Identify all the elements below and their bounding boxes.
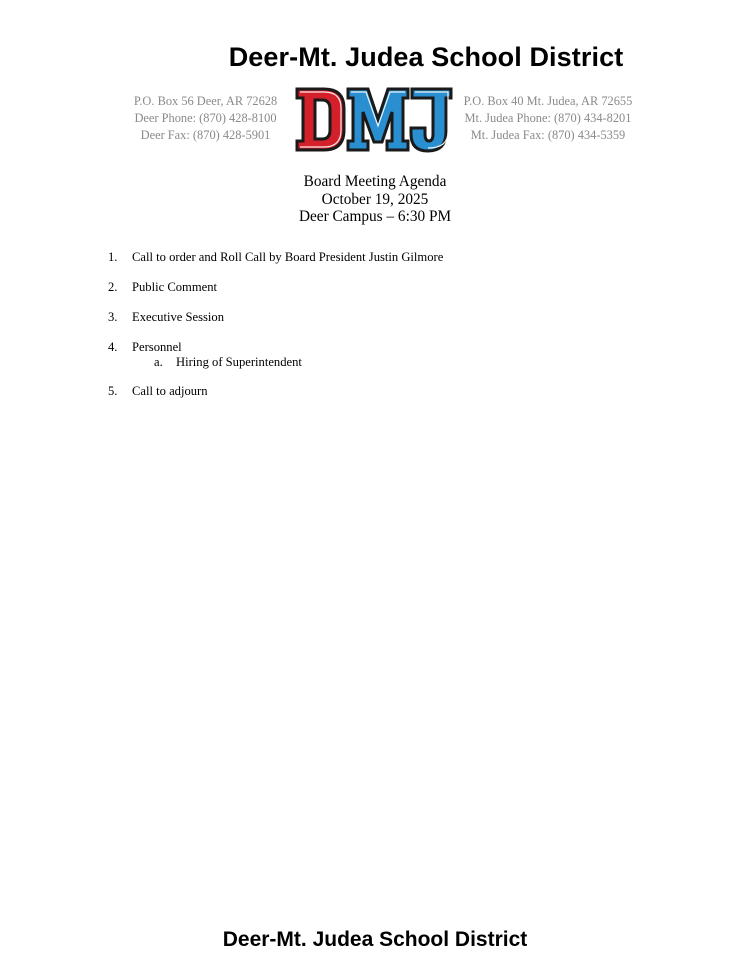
agenda-location: Deer Campus – 6:30 PM	[298, 208, 452, 225]
mt-judea-phone: Mt. Judea Phone: (870) 434-8201	[464, 111, 632, 125]
agenda-subitem	[154, 355, 302, 370]
deer-po-box: P.O. Box 56 Deer, AR 72628	[133, 94, 278, 108]
agenda-item-number: 5.	[108, 384, 118, 398]
agenda-subitem-text: Hiring of Superintendent	[176, 355, 302, 369]
footer-district-title: Deer-Mt. Judea School District	[222, 928, 528, 951]
agenda-item	[108, 280, 217, 295]
agenda-item-number: 3.	[108, 310, 118, 324]
logo-letter-m	[348, 89, 408, 150]
deer-phone: Deer Phone: (870) 428-8100	[134, 111, 277, 125]
agenda-item-text: Public Comment	[132, 280, 218, 294]
deer-fax: Deer Fax: (870) 428-5901	[140, 128, 271, 142]
logo-letter-d	[297, 89, 344, 150]
agenda-heading	[225, 173, 525, 226]
mt-judea-address-block	[462, 93, 634, 144]
agenda-item	[108, 310, 224, 325]
agenda-item	[108, 250, 443, 265]
agenda-item	[108, 384, 208, 399]
agenda-item-number: 2.	[108, 280, 118, 294]
mt-judea-fax: Mt. Judea Fax: (870) 434-5359	[470, 128, 626, 142]
district-title: Deer-Mt. Judea School District	[228, 42, 624, 72]
agenda-item	[108, 340, 182, 355]
deer-address-block	[128, 93, 283, 144]
agenda-item-text: Personnel	[132, 340, 182, 354]
agenda-item-text: Executive Session	[132, 310, 224, 324]
agenda-item-text: Call to adjourn	[132, 384, 208, 398]
agenda-subitem-letter: a.	[154, 355, 163, 369]
dmj-logo	[294, 86, 454, 154]
agenda-item-number: 4.	[108, 340, 118, 354]
agenda-title: Board Meeting Agenda	[303, 173, 447, 190]
mt-judea-po-box: P.O. Box 40 Mt. Judea, AR 72655	[463, 94, 633, 108]
agenda-item-number: 1.	[108, 250, 118, 264]
agenda-item-text: Call to order and Roll Call by Board President Justin Gilmore	[132, 250, 444, 264]
agenda-date: October 19, 2025	[321, 190, 429, 208]
